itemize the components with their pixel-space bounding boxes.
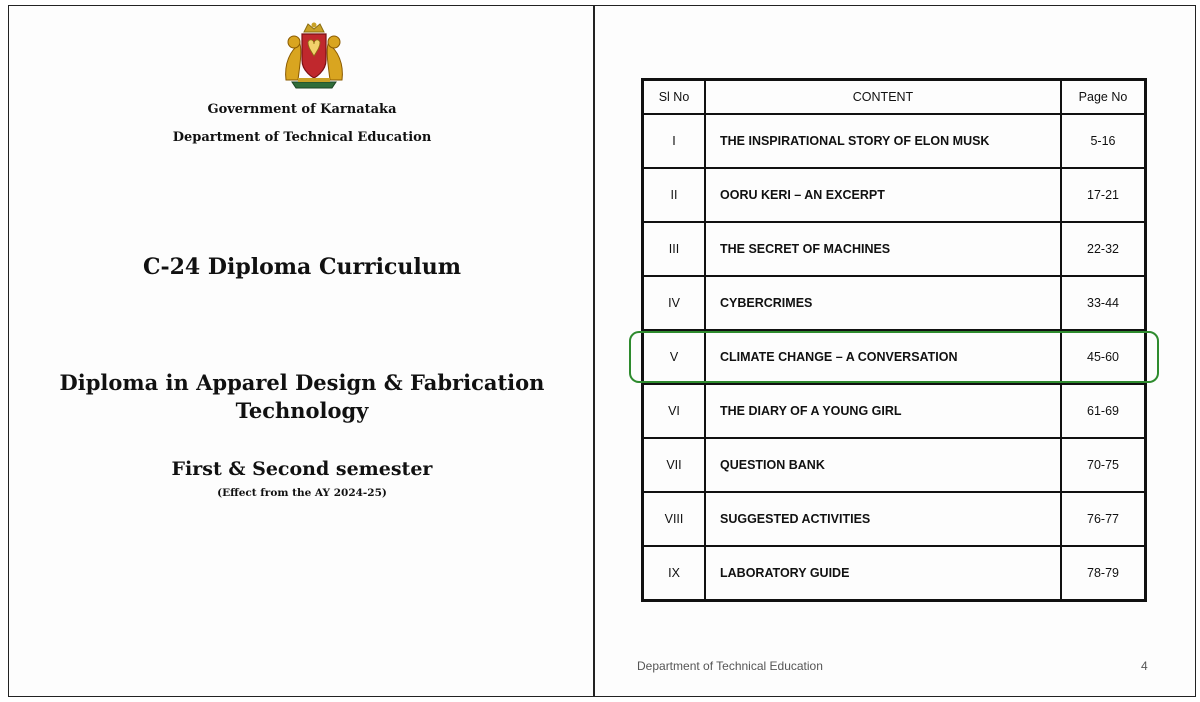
row-content: CYBERCRIMES [705, 276, 1061, 330]
row-sl-no: VI [643, 384, 706, 438]
row-page-range: 76-77 [1061, 492, 1146, 546]
row-page-range: 78-79 [1061, 546, 1146, 601]
table-row-highlighted [643, 330, 1146, 384]
government-name: Government of Karnataka [207, 102, 397, 117]
row-content: CLIMATE CHANGE – A CONVERSATION [705, 330, 1061, 384]
row-content: LABORATORY GUIDE [705, 546, 1061, 601]
table-row [643, 492, 1146, 546]
table-row [643, 168, 1146, 222]
row-sl-no: V [643, 330, 706, 384]
row-content: QUESTION BANK [705, 438, 1061, 492]
row-page-range: 17-21 [1061, 168, 1146, 222]
karnataka-state-emblem-icon [278, 20, 350, 92]
diploma-title-line2: Technology [235, 398, 369, 423]
table-row [643, 222, 1146, 276]
effect-note: (Effect from the AY 2024-25) [217, 487, 387, 499]
row-content: THE DIARY OF A YOUNG GIRL [705, 384, 1061, 438]
row-content: THE SECRET OF MACHINES [705, 222, 1061, 276]
table-row [643, 276, 1146, 330]
page-number: 4 [1141, 659, 1148, 673]
row-content: THE INSPIRATIONAL STORY OF ELON MUSK [705, 114, 1061, 168]
contents-table [641, 78, 1147, 602]
table-header-row [643, 80, 1146, 115]
row-page-range: 61-69 [1061, 384, 1146, 438]
row-page-range: 70-75 [1061, 438, 1146, 492]
row-page-range: 33-44 [1061, 276, 1146, 330]
column-header-page-no: Page No [1061, 80, 1146, 115]
title-page [8, 5, 594, 697]
row-sl-no: II [643, 168, 706, 222]
table-row [643, 546, 1146, 601]
page-footer: Department of Technical Education [637, 659, 823, 673]
column-header-content: CONTENT [705, 80, 1061, 115]
row-page-range: 22-32 [1061, 222, 1146, 276]
table-row [643, 114, 1146, 168]
table-row [643, 384, 1146, 438]
row-sl-no: I [643, 114, 706, 168]
contents-page [594, 5, 1196, 697]
diploma-title [9, 369, 595, 425]
diploma-title-line1: Diploma in Apparel Design & Fabrication [59, 370, 545, 395]
row-sl-no: VII [643, 438, 706, 492]
row-sl-no: III [643, 222, 706, 276]
table-row [643, 438, 1146, 492]
row-page-range: 5-16 [1061, 114, 1146, 168]
row-content: SUGGESTED ACTIVITIES [705, 492, 1061, 546]
curriculum-title: C-24 Diploma Curriculum [142, 254, 462, 280]
row-content: OORU KERI – AN EXCERPT [705, 168, 1061, 222]
row-sl-no: IX [643, 546, 706, 601]
department-name: Department of Technical Education [172, 130, 432, 145]
row-sl-no: IV [643, 276, 706, 330]
column-header-sl-no: Sl No [643, 80, 706, 115]
semester-title: First & Second semester [171, 458, 433, 480]
row-page-range: 45-60 [1061, 330, 1146, 384]
row-sl-no: VIII [643, 492, 706, 546]
